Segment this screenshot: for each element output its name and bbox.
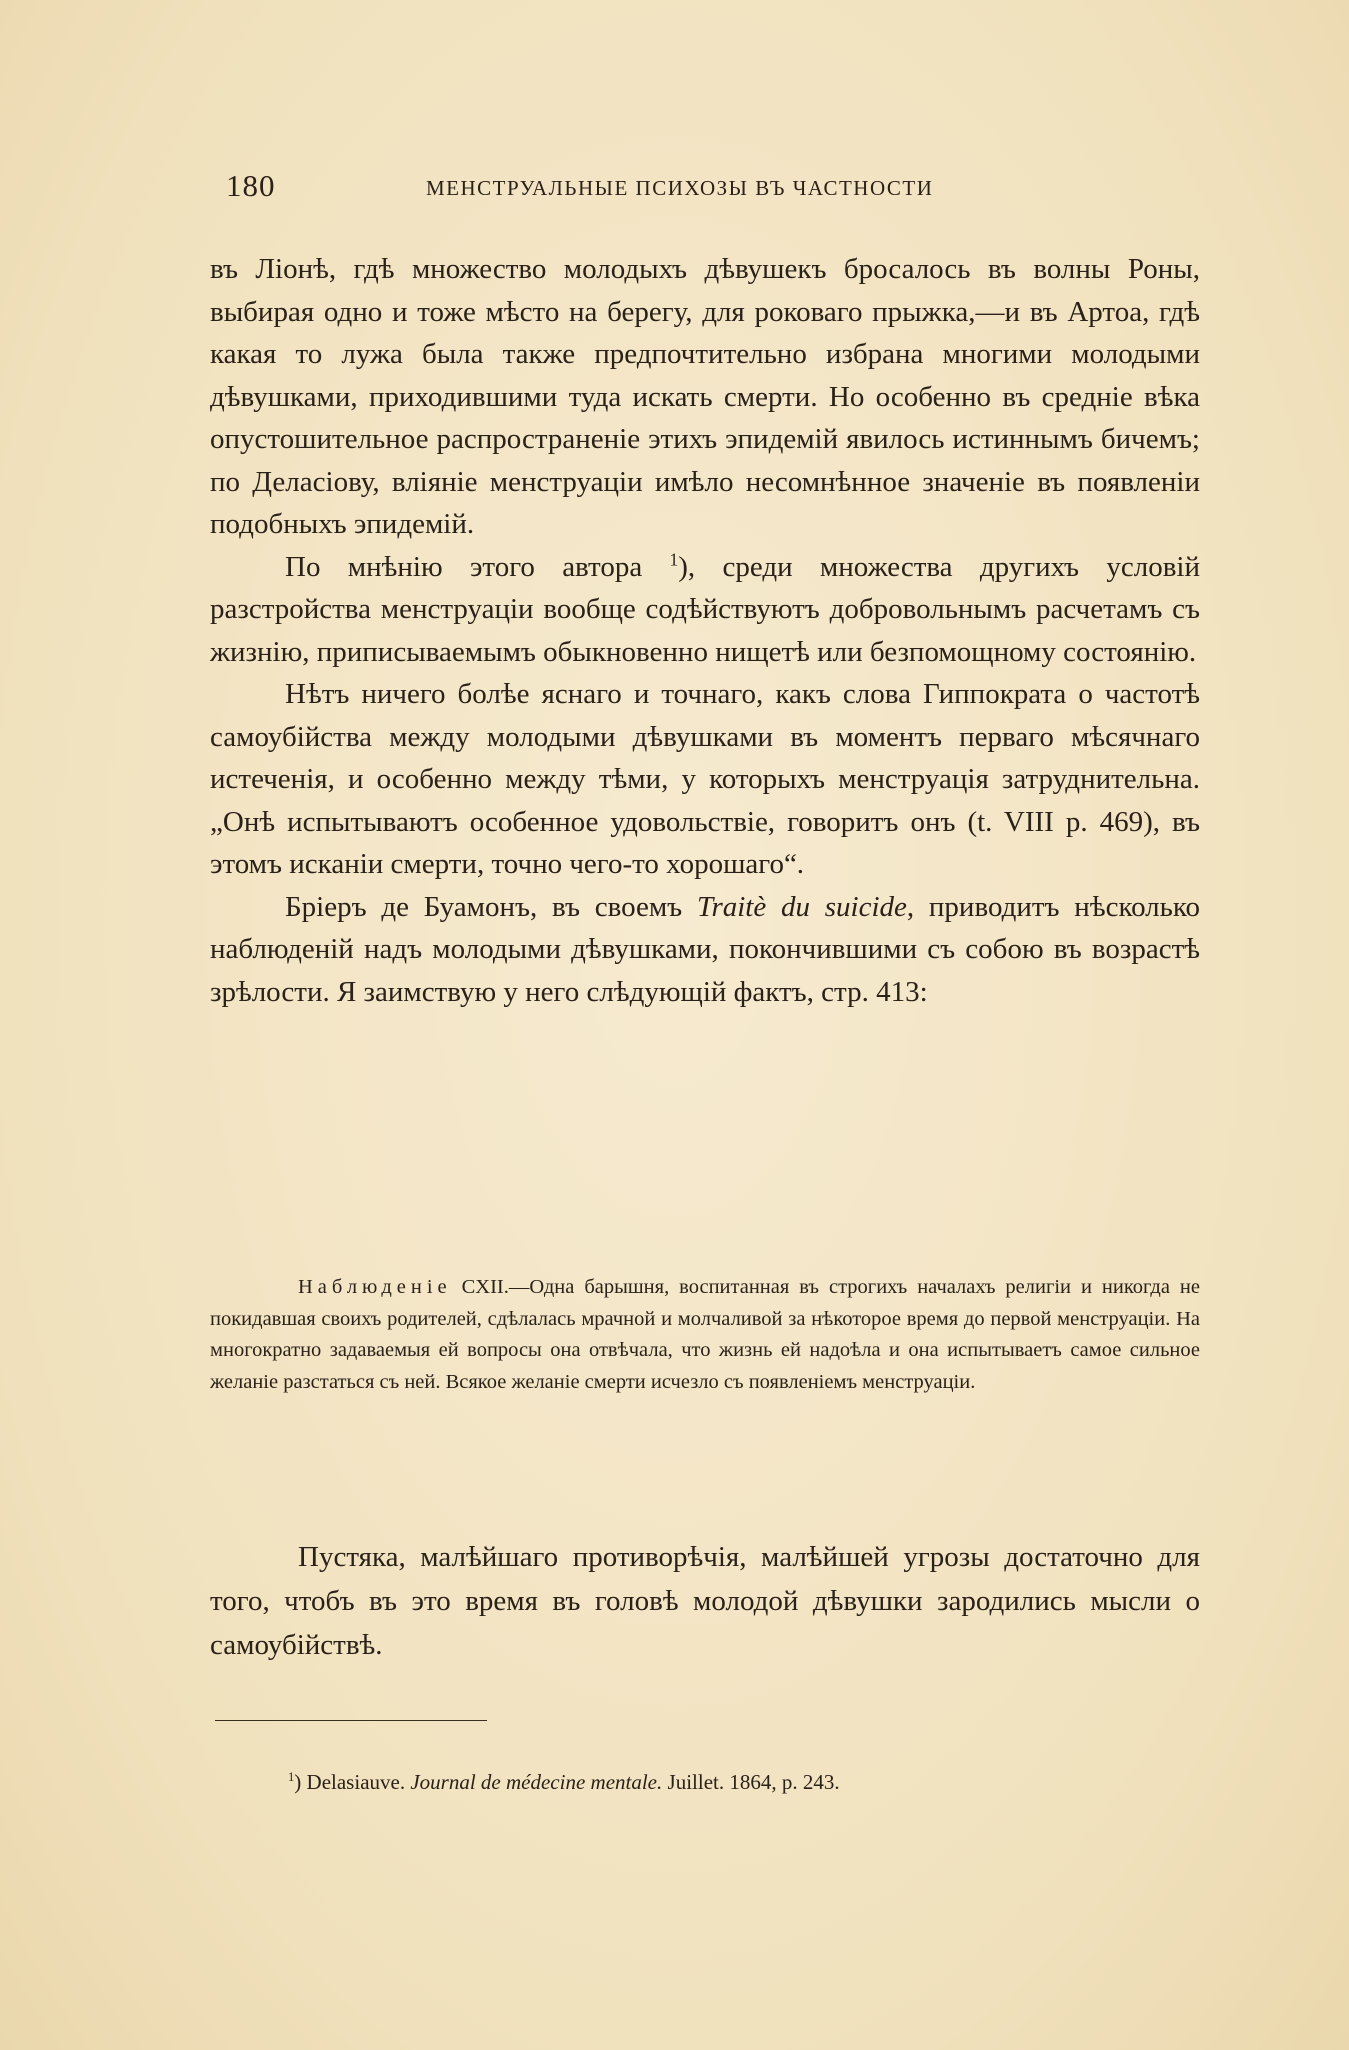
paragraph-2 bbox=[210, 546, 1200, 674]
page-number: 180 bbox=[226, 168, 276, 203]
observation-text: CXII.—Одна барышня, воспитанная въ строгихъ началахъ религіи и никогда не покидавшая своихъ родителей, сдѣлалась мрачной и молчаливой за нѣкоторое время до первой менструаціи. На многократно задаваемыя ей вопросы она отвѣчала, что жизнь ей надоѣла и она испытываетъ самое сильное желаніе разстаться съ ней. Всякое желаніе смерти исчезло съ появленіемъ менструаціи. bbox=[210, 1276, 1200, 1393]
page-header bbox=[226, 168, 1006, 208]
footnote-mark: 1 bbox=[288, 1770, 295, 1784]
footnote-reference: 1 bbox=[669, 548, 679, 569]
book-title: Traitè du suicide bbox=[696, 890, 907, 923]
footnote-author: ) Delasiauve. bbox=[294, 1770, 411, 1794]
paragraph-4 bbox=[210, 886, 1200, 1014]
footnote bbox=[288, 1770, 1188, 1795]
footnote-journal: Journal de médecine mentale. bbox=[410, 1770, 663, 1794]
observation-block bbox=[210, 1272, 1200, 1398]
paragraph-4-rest: , приводитъ нѣсколько наблюденій надъ молодыми дѣвушками, покончившими съ собою въ возрастѣ зрѣлости. Я заимствую у него слѣдующій фактъ, стр. 413: bbox=[210, 890, 1200, 1008]
main-text bbox=[210, 248, 1200, 1013]
closing-paragraph: Пустяка, малѣйшаго противорѣчія, малѣйшей угрозы достаточно для того, чтобъ въ это время въ головѣ молодой дѣвушки зародились мысли о самоубійствѣ. bbox=[210, 1541, 1200, 1661]
paragraph-2-rest: ), среди множества другихъ условій разстройства менструаціи вообще содѣйствуютъ добровольнымъ расчетамъ съ жизнію, приписываемымъ обыкновенно нищетѣ или безпомощному состоянію. bbox=[210, 550, 1200, 668]
observation-label: Наблюденіе bbox=[298, 1276, 452, 1298]
paragraph-3: Нѣтъ ничего болѣе яснаго и точнаго, какъ слова Гиппократа о частотѣ самоубійства между молодыми дѣвушками въ моментъ перваго мѣсячнаго истеченія, и особенно между тѣми, у которыхъ менструація затруднительна. „Онѣ испытываютъ особенное удовольствіе, говоритъ онъ (t. VIII р. 469), въ этомъ исканіи смерти, точно чего-то хорошаго“. bbox=[210, 678, 1200, 880]
running-head: МЕНСТРУАЛЬНЫЕ ПСИХОЗЫ ВЪ ЧАСТНОСТИ bbox=[426, 176, 934, 200]
paragraph-4-start: Бріеръ де Буамонъ, въ своемъ bbox=[285, 890, 697, 923]
paragraph-1: въ Ліонѣ, гдѣ множество молодыхъ дѣвушекъ бросалось въ волны Роны, выбирая одно и тоже мѣсто на берегу, для роковаго прыжка,—и въ Артоа, гдѣ какая то лужа была также предпочтительно избрана многими молодыми дѣвушками, приходившими туда искать смерти. Но особенно въ средніе вѣка опустошительное распространеніе этихъ эпидемій явилось истиннымъ бичемъ; по Деласіову, вліяніе менструаціи имѣло несомнѣнное значеніе въ появленіи подобныхъ эпидемій. bbox=[210, 253, 1200, 540]
paragraph-2-start: По мнѣнію этого автора bbox=[285, 550, 643, 583]
footnote-details: Juillet. 1864, p. 243. bbox=[662, 1770, 840, 1794]
footnote-divider bbox=[215, 1720, 487, 1721]
